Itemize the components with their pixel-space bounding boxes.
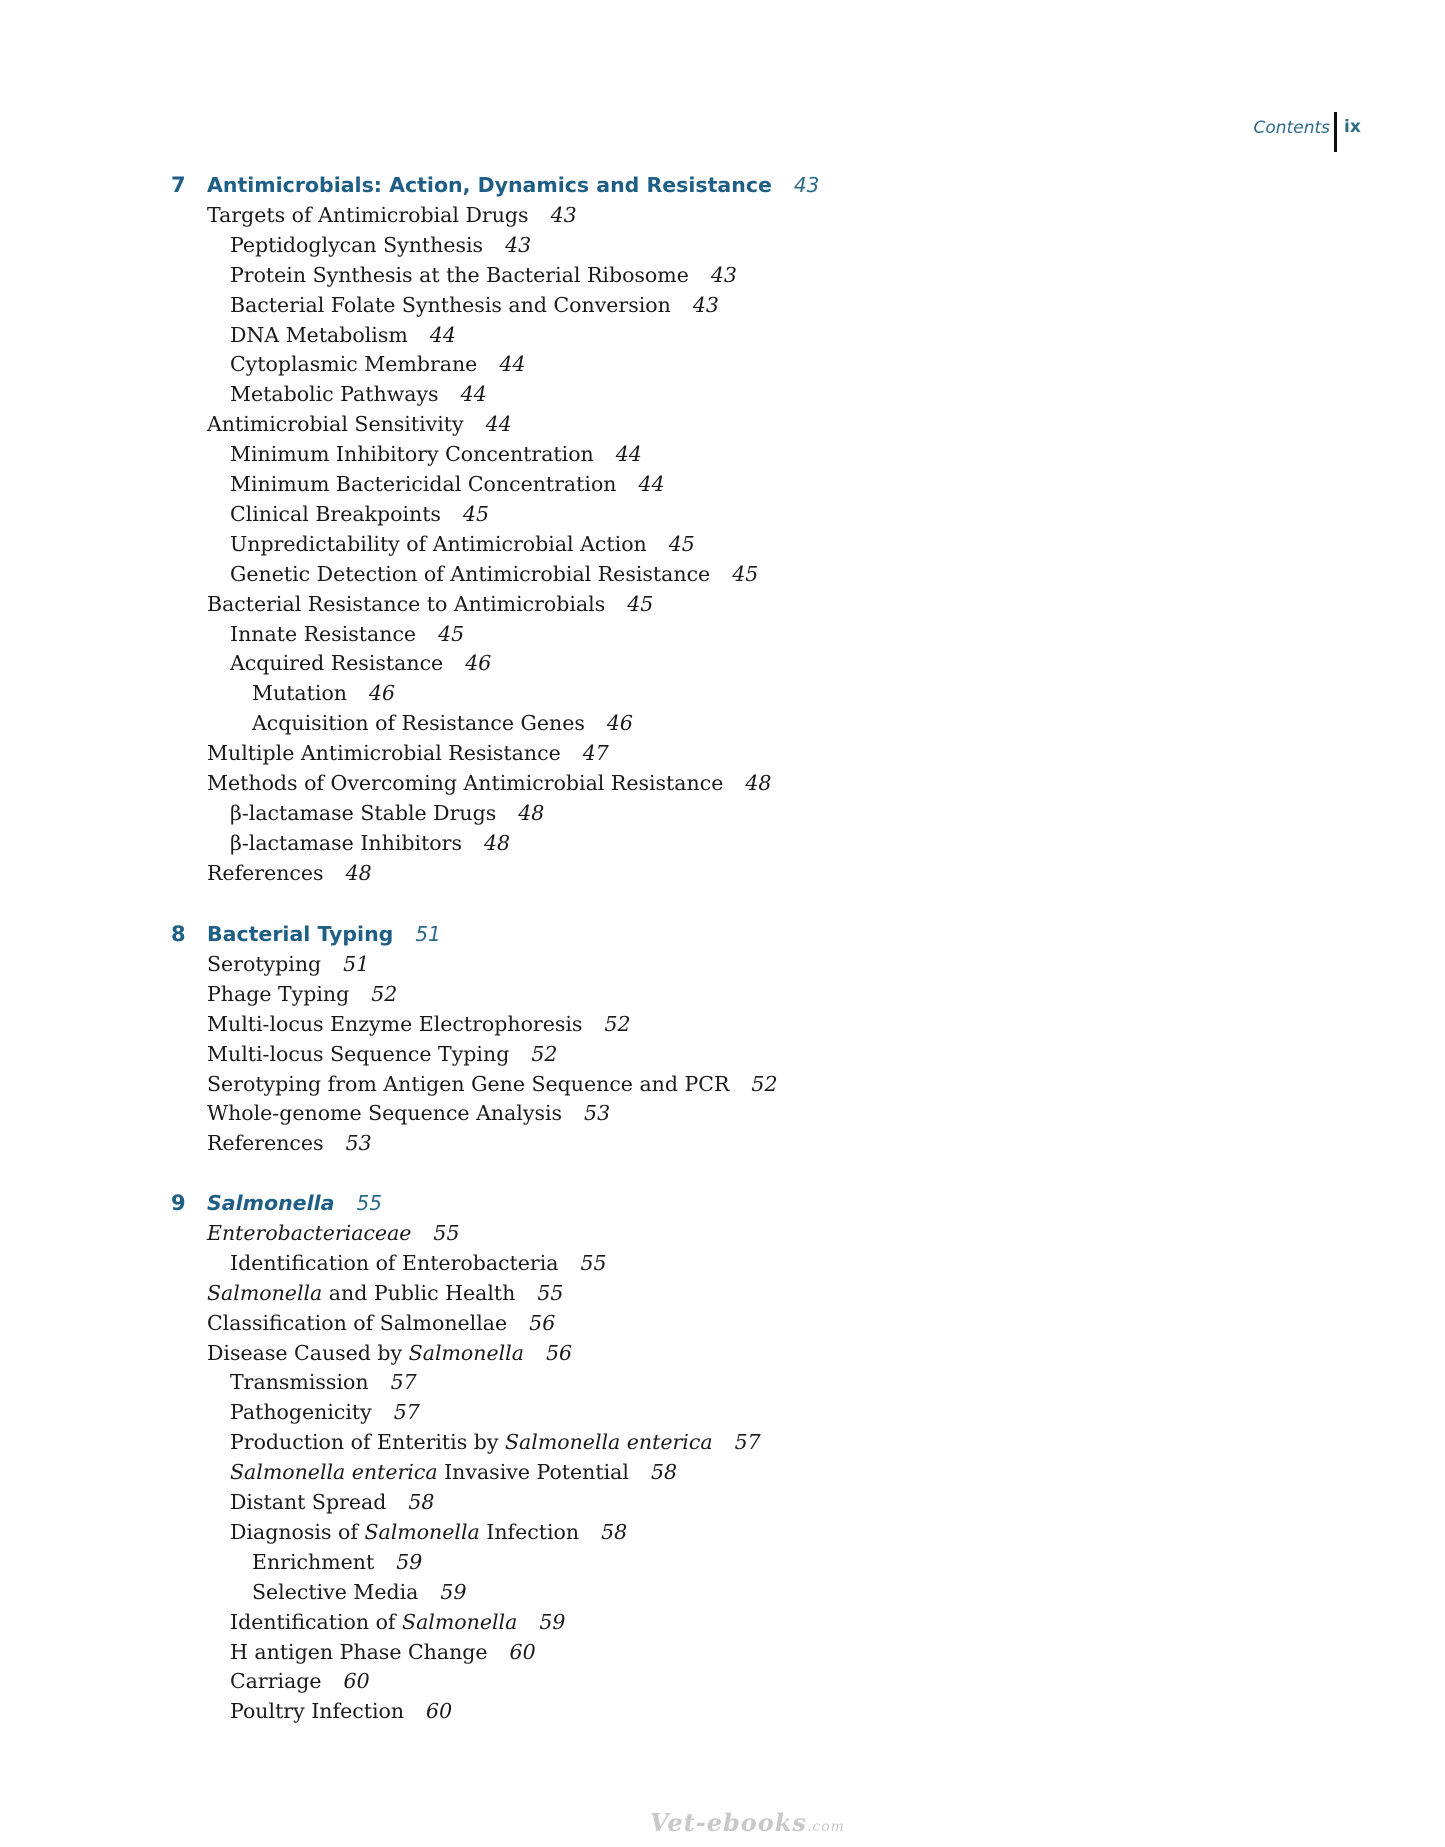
toc-entry[interactable] [230,1367,417,1397]
toc-entry-page-number: 60 [343,1669,370,1693]
chapter-number: 7 [171,173,186,197]
toc-entry-title: Genetic Detection of Antimicrobial Resistance [230,562,711,586]
toc-entry-page-number: 46 [465,651,492,675]
toc-entry-title: Protein Synthesis at the Bacterial Ribosome [230,263,689,287]
toc-entry[interactable] [230,648,491,678]
toc-entry-page-number: 44 [485,412,512,436]
toc-entry-page-number: 45 [732,562,759,586]
toc-entry[interactable] [230,559,758,589]
toc-entry[interactable] [207,1218,460,1248]
toc-entry-title: Carriage [230,1669,322,1693]
toc-entry[interactable] [230,290,719,320]
toc-entry[interactable] [207,1098,610,1128]
chapter-number: 9 [171,1191,186,1215]
toc-entry-title [230,1460,629,1484]
toc-entry[interactable] [230,1696,452,1726]
toc-entry-page-number: 59 [440,1580,467,1604]
toc-entry[interactable] [207,200,577,230]
toc-entry-title: β-lactamase Inhibitors [230,831,462,855]
toc-entry-title [207,1281,515,1305]
toc-entry-title: Bacterial Resistance to Antimicrobials [207,592,606,616]
toc-entry-page-number: 55 [433,1221,460,1245]
toc-entry-page-number: 58 [650,1460,678,1484]
toc-entry-title-part: Salmonella [364,1520,480,1544]
toc-entry-title: Transmission [230,1370,369,1394]
toc-entry-title: Antimicrobial Sensitivity [207,412,464,436]
chapter-title: Bacterial Typing [207,922,394,946]
toc-entry[interactable] [207,1308,555,1338]
toc-entry[interactable] [207,409,512,439]
toc-entry-page-number: 57 [390,1370,417,1394]
toc-entry-title: Distant Spread [230,1490,387,1514]
toc-entry-title: Mutation [252,681,347,705]
toc-entry-title: Whole-genome Sequence Analysis [207,1101,563,1125]
toc-entry-title: DNA Metabolism [230,323,408,347]
toc-entry-page-number: 43 [710,263,737,287]
running-header [0,112,1445,152]
toc-entry-title-part: and Public Health [322,1281,516,1305]
toc-entry-page-number: 55 [580,1251,607,1275]
toc-entry-title: Multi-locus Sequence Typing [207,1042,510,1066]
toc-entry-page-number: 48 [745,771,772,795]
toc-entry-page-number: 58 [408,1490,435,1514]
toc-entry[interactable] [207,1128,372,1158]
toc-entry-page-number: 57 [393,1400,420,1424]
toc-entry-title: Enrichment [252,1550,375,1574]
toc-entry-page-number: 43 [505,233,532,257]
toc-entry-title: Metabolic Pathways [230,382,439,406]
chapter-title: Antimicrobials: Action, Dynamics and Resistance [207,173,772,197]
toc-entry-page-number: 44 [638,472,665,496]
toc-entry-page-number: 52 [371,982,398,1006]
toc-entry-title: Clinical Breakpoints [230,502,441,526]
toc-entry-title: Methods of Overcoming Antimicrobial Resistance [207,771,724,795]
toc-entry[interactable] [207,858,372,888]
toc-entry-page-number: 45 [668,532,695,556]
header-rule [1334,112,1337,152]
toc-entry-title: Acquired Resistance [230,651,444,675]
watermark-text: Vet-ebooks [650,1808,807,1837]
toc-entry-page-number: 44 [499,352,526,376]
toc-entry-title-part: Infection [479,1520,580,1544]
toc-entry-title [230,1430,713,1454]
toc-entry-page-number: 53 [584,1101,611,1125]
toc-entry-title-part: Diagnosis of [230,1520,365,1544]
toc-entry-title: Peptidoglycan Synthesis [230,233,484,257]
toc-entry-title-part: Salmonella [402,1610,518,1634]
toc-entry-title [207,1221,411,1245]
toc-entry[interactable] [230,1487,434,1517]
toc-entry-title: Bacterial Folate Synthesis and Conversion [230,293,671,317]
toc-entry[interactable] [230,828,510,858]
toc-entry-title-part: Salmonella enterica [505,1430,713,1454]
toc-entry-page-number: 59 [396,1550,423,1574]
toc-entry[interactable] [230,320,456,350]
toc-entry[interactable] [230,1397,420,1427]
toc-entry-page-number: 56 [529,1311,556,1335]
watermark-logo [650,1808,845,1837]
toc-entry-title [207,1341,524,1365]
toc-entry-title: Multiple Antimicrobial Resistance [207,741,561,765]
toc-entry-page-number: 52 [531,1042,558,1066]
toc-entry[interactable] [230,619,464,649]
toc-entry-title-part: Salmonella [207,1281,323,1305]
toc-entry-page-number: 53 [345,1131,372,1155]
toc-entry[interactable] [207,738,609,768]
toc-entry[interactable] [230,379,487,409]
toc-entry[interactable] [252,678,395,708]
toc-entry-page-number: 43 [692,293,719,317]
watermark-suffix: .com [806,1819,845,1835]
toc-entry-page-number: 58 [601,1520,628,1544]
toc-entry[interactable] [230,230,531,260]
toc-entry[interactable] [207,1278,563,1308]
toc-entry-page-number: 60 [426,1699,453,1723]
toc-entry[interactable] [230,1517,627,1547]
toc-entry[interactable] [207,1069,778,1099]
toc-entry-title: Targets of Antimicrobial Drugs [207,203,529,227]
toc-entry-title-part: Disease Caused by [207,1341,409,1365]
running-header-section: Contents [1253,118,1330,138]
toc-entry-page-number: 55 [537,1281,564,1305]
toc-entry[interactable] [207,1039,557,1069]
toc-entry-page-number: 60 [509,1640,536,1664]
toc-entry[interactable] [230,1607,565,1637]
toc-entry-page-number: 51 [343,952,370,976]
toc-entry[interactable] [252,708,633,738]
toc-entry-title: Cytoplasmic Membrane [230,352,478,376]
toc-entry[interactable] [252,1547,422,1577]
toc-entry-title: Identification of Enterobacteria [230,1251,559,1275]
toc-entry[interactable] [230,349,525,379]
toc-entry-title-part: Enterobacteriaceae [207,1221,412,1245]
toc-entry-page-number: 48 [518,801,545,825]
toc-entry-title: Minimum Inhibitory Concentration [230,442,594,466]
toc-entry-title: Selective Media [252,1580,419,1604]
toc-entry-title: β-lactamase Stable Drugs [230,801,497,825]
toc-entry[interactable] [230,469,665,499]
toc-entry-page-number: 47 [582,741,609,765]
toc-entry-page-number: 59 [539,1610,566,1634]
toc-entry[interactable] [252,1577,467,1607]
toc-entry[interactable] [230,529,695,559]
toc-entry-title-part: Invasive Potential [437,1460,629,1484]
toc-entry-page-number: 46 [369,681,396,705]
toc-entry-page-number: 44 [615,442,642,466]
toc-entry-title: Poultry Infection [230,1699,405,1723]
toc-entry-page-number: 46 [606,711,633,735]
toc-entry-title: Phage Typing [207,982,350,1006]
chapter-title: Salmonella [207,1191,335,1215]
toc-entry[interactable] [230,1637,536,1667]
toc-entry-title [230,1610,517,1634]
toc-entry[interactable] [207,768,771,798]
toc-entry[interactable] [230,260,737,290]
toc-entry-page-number: 52 [751,1072,778,1096]
toc-entry[interactable] [230,439,642,469]
toc-entry-page-number: 48 [483,831,511,855]
toc-entry-title: References [207,1131,324,1155]
toc-entry-title-part: Salmonella [408,1341,524,1365]
chapter-page-number: 51 [415,922,441,946]
toc-entry-title: Acquisition of Resistance Genes [252,711,585,735]
chapter-page-number: 43 [793,173,820,197]
toc-entry[interactable] [230,1427,761,1457]
toc-entry-page-number: 45 [462,502,490,526]
toc-entry[interactable] [207,1009,631,1039]
toc-entry-title: Classification of Salmonellae [207,1311,508,1335]
toc-entry-page-number: 44 [429,323,456,347]
toc-entry-title-part: Identification of [230,1610,403,1634]
toc-entry-title-part: Salmonella enterica [230,1460,438,1484]
toc-entry-title: Serotyping from Antigen Gene Sequence and PCR [207,1072,730,1096]
toc-entry[interactable] [230,1248,607,1278]
toc-entry-page-number: 43 [550,203,577,227]
toc-entry[interactable] [207,949,369,979]
toc-entry[interactable] [230,499,489,529]
toc-entry[interactable] [230,1457,677,1487]
toc-entry[interactable] [207,979,397,1009]
toc-entry-page-number: 52 [604,1012,631,1036]
page-number: ix [1344,117,1361,137]
toc-entry[interactable] [230,1666,370,1696]
toc-entry-title: Pathogenicity [230,1400,372,1424]
toc-entry-title-part: Production of Enteritis by [230,1430,505,1454]
toc-entry-page-number: 56 [545,1341,573,1365]
toc-entry-title: Serotyping [207,952,322,976]
toc-entry-page-number: 57 [734,1430,761,1454]
toc-entry-title: References [207,861,324,885]
toc-entry-page-number: 45 [627,592,654,616]
toc-entry-title: Minimum Bactericidal Concentration [230,472,617,496]
toc-entry-title: Unpredictability of Antimicrobial Action [230,532,647,556]
chapter-number: 8 [171,922,186,946]
toc-entry[interactable] [207,589,653,619]
toc-entry-title [230,1520,579,1544]
toc-entry-page-number: 44 [460,382,487,406]
toc-entry-page-number: 48 [345,861,372,885]
toc-entry[interactable] [230,798,544,828]
toc-entry-title: Innate Resistance [230,622,417,646]
toc-entry-page-number: 45 [438,622,465,646]
toc-entry-title: Multi-locus Enzyme Electrophoresis [207,1012,583,1036]
chapter-page-number: 55 [356,1191,382,1215]
toc-entry-title: H antigen Phase Change [230,1640,488,1664]
toc-entry[interactable] [207,1338,572,1368]
